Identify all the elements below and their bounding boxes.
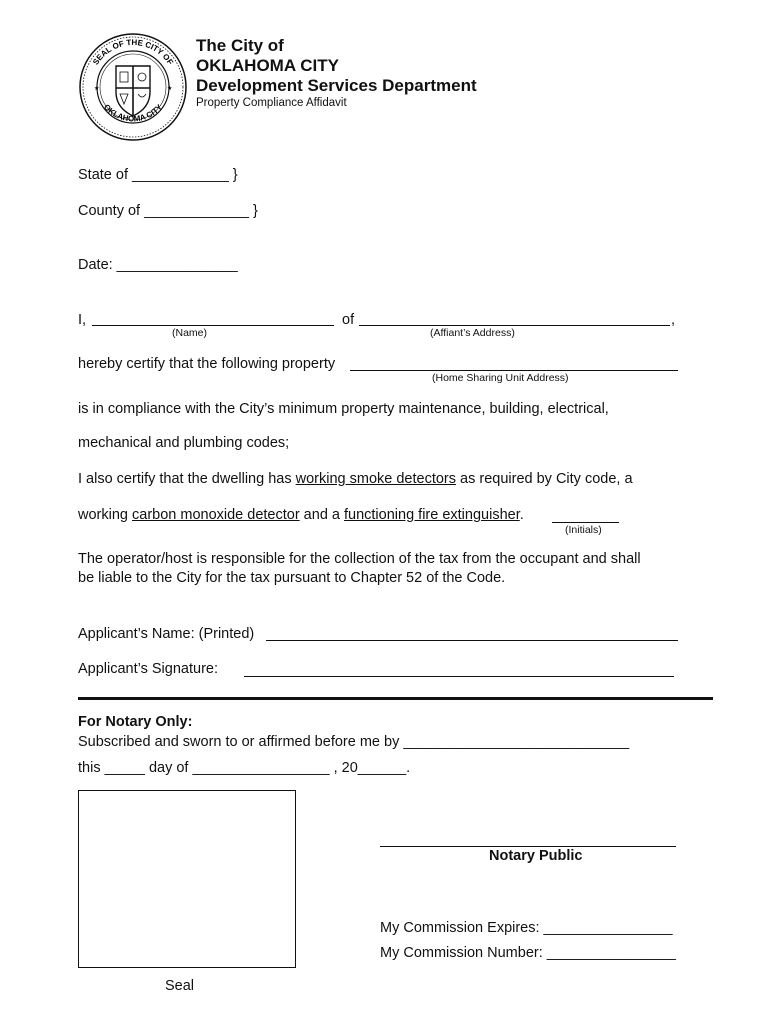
svg-text:★: ★ bbox=[167, 86, 173, 92]
notary-heading: For Notary Only: bbox=[78, 714, 193, 730]
smoke-detector-text bbox=[78, 471, 633, 487]
date-field[interactable]: Date: _______________ bbox=[78, 257, 238, 273]
i-prefix: I, bbox=[78, 312, 87, 328]
seal-text-top: SEAL OF THE CITY OF bbox=[91, 37, 175, 67]
this-day-text[interactable]: this _____ day of _________________ , 20______. bbox=[78, 760, 411, 776]
address-comma: , bbox=[671, 312, 676, 328]
dwelling-text-b: as required by City code, a bbox=[456, 471, 633, 487]
county-field[interactable]: County of _____________ } bbox=[78, 203, 258, 219]
applicant-name-line[interactable] bbox=[266, 640, 678, 641]
co-detector-text bbox=[78, 507, 524, 523]
certify-property-text: hereby certify that the following property bbox=[78, 356, 336, 372]
seal-box bbox=[78, 790, 296, 968]
commission-expires[interactable]: My Commission Expires: ________________ bbox=[380, 920, 673, 936]
notary-signature-line[interactable] bbox=[380, 846, 676, 847]
dwelling-text-a: I also certify that the dwelling has bbox=[78, 471, 296, 487]
commission-number[interactable]: My Commission Number: ________________ bbox=[380, 945, 676, 961]
name-caption: (Name) bbox=[172, 327, 208, 339]
smoke-detectors-underlined: working smoke detectors bbox=[295, 471, 456, 487]
subscribed-text[interactable]: Subscribed and sworn to or affirmed before me by ____________________________ bbox=[78, 734, 630, 750]
applicant-signature-line[interactable] bbox=[244, 676, 674, 677]
header-subtitle: Property Compliance Affidavit bbox=[196, 97, 347, 109]
home-sharing-caption: (Home Sharing Unit Address) bbox=[432, 372, 569, 384]
home-address-line[interactable] bbox=[350, 370, 678, 371]
initials-caption: (Initials) bbox=[565, 524, 602, 536]
of-label: of bbox=[342, 312, 355, 328]
name-field-line[interactable] bbox=[92, 325, 334, 326]
applicant-name-label: Applicant’s Name: (Printed) bbox=[78, 626, 255, 642]
svg-text:★: ★ bbox=[94, 86, 100, 92]
operator-text-line2: be liable to the City for the tax pursuant to Chapter 52 of the Code. bbox=[78, 570, 506, 586]
address-caption: (Affiant’s Address) bbox=[430, 327, 515, 339]
codes-text: mechanical and plumbing codes; bbox=[78, 435, 290, 451]
seal-label: Seal bbox=[165, 978, 195, 994]
working-text-b: and a bbox=[299, 507, 344, 523]
seal-text-bottom: OKLAHOMA CITY bbox=[101, 102, 165, 124]
applicant-signature-label: Applicant’s Signature: bbox=[78, 661, 218, 677]
section-divider bbox=[78, 697, 713, 700]
address-field-line[interactable] bbox=[359, 325, 670, 326]
header-city-name: OKLAHOMA CITY bbox=[196, 56, 339, 75]
operator-text-line1: The operator/host is responsible for the collection of the tax from the occupant and shall bbox=[78, 551, 641, 567]
city-seal bbox=[78, 30, 188, 144]
working-text-c: . bbox=[519, 507, 524, 523]
compliance-text: is in compliance with the City’s minimum property maintenance, building, electrical, bbox=[78, 401, 609, 417]
notary-public-label: Notary Public bbox=[489, 848, 583, 864]
working-text-a: working bbox=[78, 507, 132, 523]
state-field[interactable]: State of ____________ } bbox=[78, 167, 238, 183]
header-city-of: The City of bbox=[196, 36, 284, 55]
fire-extinguisher-underlined: functioning fire extinguisher bbox=[344, 507, 520, 523]
header-department: Development Services Department bbox=[196, 76, 477, 95]
co-detector-underlined: carbon monoxide detector bbox=[132, 507, 300, 523]
initials-field-line[interactable] bbox=[552, 522, 619, 523]
